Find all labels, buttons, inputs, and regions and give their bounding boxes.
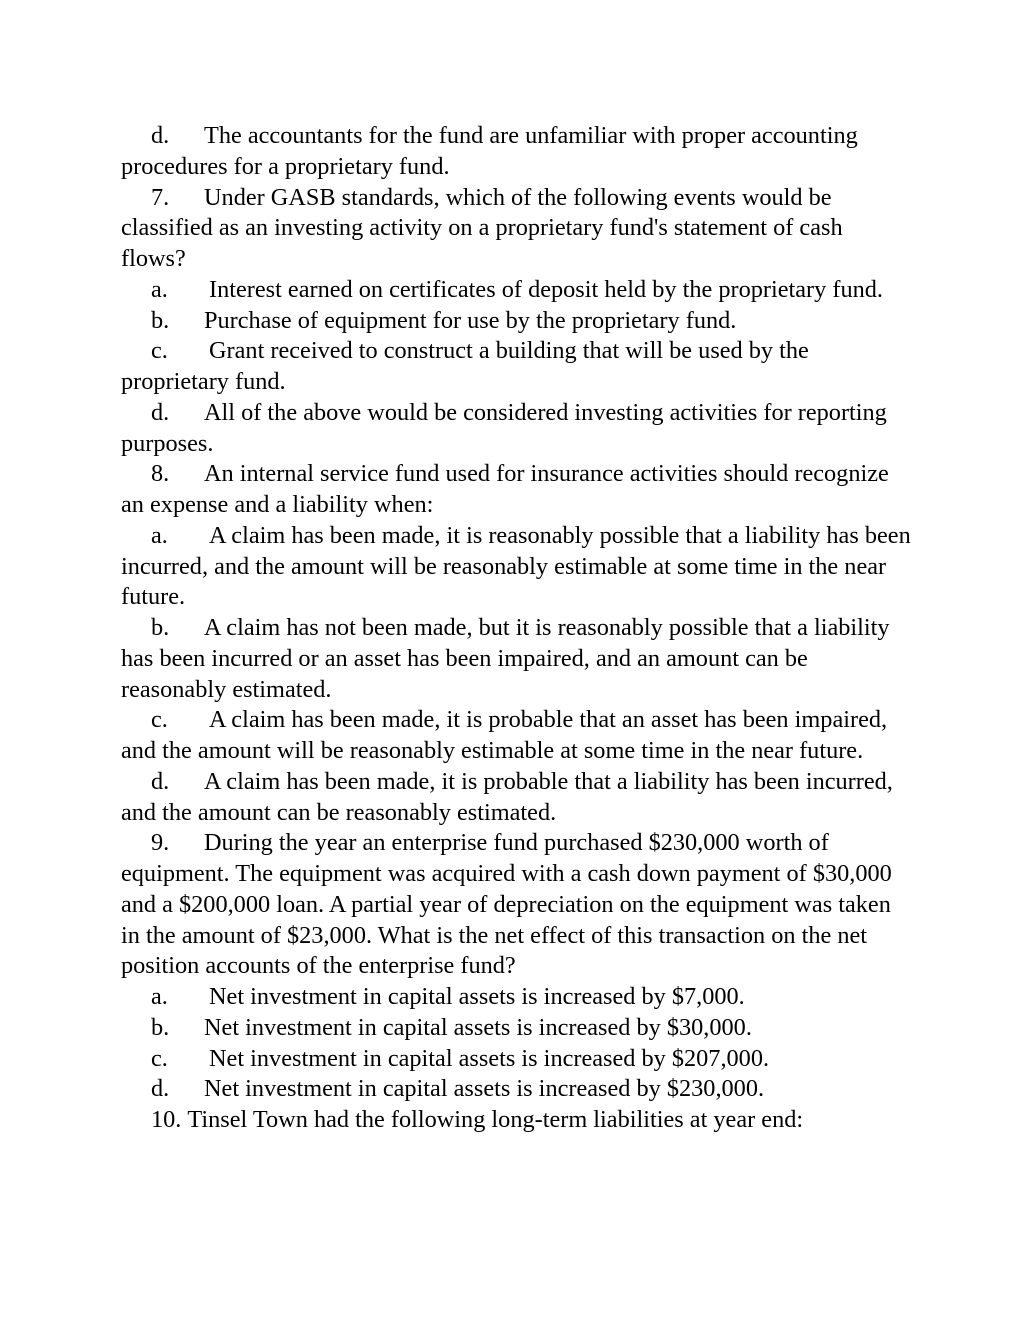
option-text: The accountants for the fund are unfamiliar with proper accounting procedures for a proprietary fund. [121,122,858,180]
option-text: All of the above would be considered investing activities for reporting purposes. [121,398,887,457]
question-text: Under GASB standards, which of the following events would be classified as an investing activity on a proprietary fund's statement of cash flows? [121,183,843,272]
option-marker: c. [151,706,168,734]
option-marker: a. [151,521,168,549]
option-d-q8 [121,767,911,829]
question-text: An internal service fund used for insurance activities should recognize an expense and a liability when: [121,460,889,518]
option-marker: d. [151,122,170,149]
question-number: 9. [151,829,170,857]
question-9 [121,828,911,982]
question-10 [121,1105,911,1136]
question-8 [121,459,911,521]
option-marker: d. [151,767,170,795]
question-text: During the year an enterprise fund purchased $230,000 worth of equipment. The equipment was acquired with a cash down payment of $30,000 and a $200,000 loan. A partial year of depreciation on the equipment was taken in the amount of $23,000. What is the net effect of this transaction on the net position accounts of the enterprise fund? [121,829,892,980]
option-marker: a. [151,275,168,303]
option-text: Net investment in capital assets is increased by $207,000. [209,1044,770,1072]
option-text: Interest earned on certificates of deposit held by the proprietary fund. [209,275,883,303]
option-marker: d. [151,1075,170,1103]
option-b-q9 [121,1013,911,1044]
option-text: A claim has been made, it is reasonably possible that a liability has been incurred, and the amount will be reasonably estimable at some time in the near future. [121,521,911,611]
option-c-q8 [121,705,911,767]
option-marker: b. [151,306,170,334]
option-c-q9 [121,1044,911,1075]
option-d-q7 [121,398,911,460]
option-marker: c. [151,1044,168,1072]
option-a-q8 [121,521,911,613]
option-marker: a. [151,983,168,1010]
option-text: A claim has been made, it is probable that a liability has been incurred, and the amount can be reasonably estimated. [121,767,893,826]
option-b-q7 [121,306,911,337]
option-marker: d. [151,398,170,426]
option-marker: b. [151,614,170,641]
question-number: 10. [151,1106,182,1133]
option-marker: c. [151,337,168,365]
question-text: Tinsel Town had the following long-term liabilities at year end: [187,1106,804,1133]
option-text: Purchase of equipment for use by the proprietary fund. [204,306,737,334]
option-text: Net investment in capital assets is increased by $30,000. [204,1013,752,1041]
option-c-q7 [121,336,911,398]
option-d-q6 [121,121,911,183]
option-d-q9 [121,1074,911,1105]
question-number: 8. [151,460,170,488]
option-text: A claim has been made, it is probable that an asset has been impaired, and the amount will be reasonably estimable at some time in the near future. [121,706,888,764]
question-number: 7. [151,183,170,211]
option-text: A claim has not been made, but it is reasonably possible that a liability has been incurred or an asset has been impaired, and an amount can be reasonably estimated. [121,614,890,703]
question-7 [121,183,911,275]
option-text: Net investment in capital assets is increased by $230,000. [204,1075,765,1103]
option-text: Net investment in capital assets is increased by $7,000. [209,983,745,1010]
option-text: Grant received to construct a building that will be used by the proprietary fund. [121,337,809,395]
option-a-q9 [121,982,911,1013]
option-a-q7 [121,275,911,306]
option-marker: b. [151,1013,170,1041]
option-b-q8 [121,613,911,705]
document-page [121,121,911,1136]
